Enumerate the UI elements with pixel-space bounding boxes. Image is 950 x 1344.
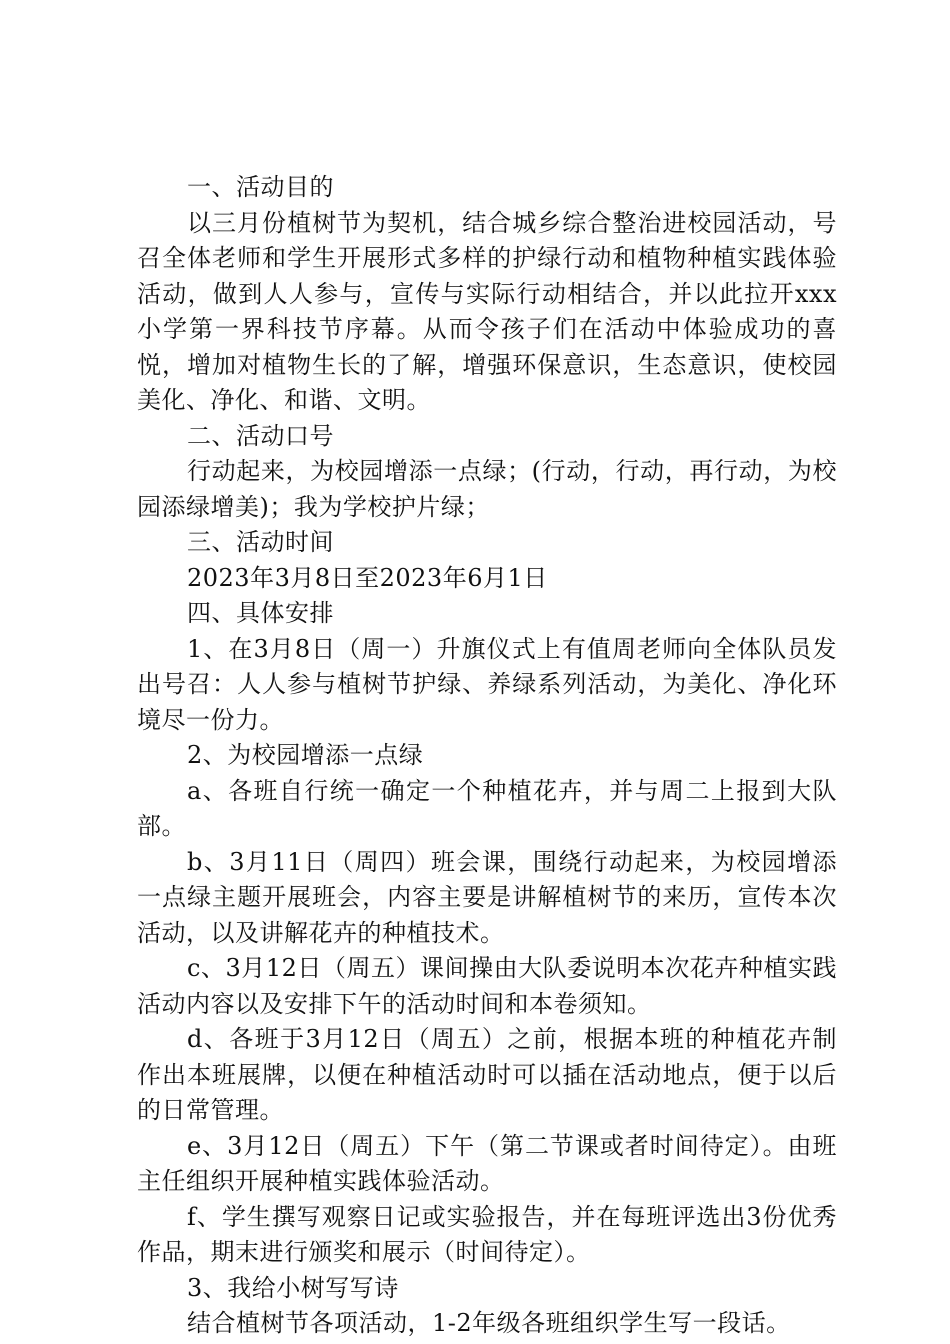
heading-arrangement: 四、具体安排 bbox=[187, 599, 334, 627]
paragraph-time-range: 2023年3月8日至2023年6月1日 bbox=[187, 563, 548, 592]
heading-activity-purpose: 一、活动目的 bbox=[187, 173, 334, 201]
paragraph-slogan-text: 行动起来，为校园增添一点绿；(行动，行动，再行动，为校园添绿增美)；我为学校护片绿； bbox=[137, 457, 837, 521]
paragraph-item-c: c、3月12日（周五）课间操由大队委说明本次花卉种植实践活动内容以及安排下午的活动时间和本卷须知。 bbox=[137, 954, 837, 1018]
heading-activity-time: 三、活动时间 bbox=[187, 528, 334, 556]
paragraph-item-2-heading: 2、为校园增添一点绿 bbox=[187, 741, 424, 769]
paragraph-item-b: b、3月11日（周四）班会课，围绕行动起来，为校园增添一点绿主题开展班会，内容主要是讲解植树节的来历，宣传本次活动，以及讲解花卉的种植技术。 bbox=[137, 847, 837, 947]
paragraph-poem-text: 结合植树节各项活动，1-2年级各班组织学生写一段话。 bbox=[187, 1309, 791, 1337]
document-body bbox=[137, 170, 837, 1342]
heading-activity-slogan: 二、活动口号 bbox=[187, 421, 334, 450]
paragraph-item-a: a、各班自行统一确定一个种植花卉，并与周二上报到大队部。 bbox=[137, 776, 837, 840]
paragraph-item-1: 1、在3月8日（周一）升旗仪式上有值周老师向全体队员发出号召：人人参与植树节护绿、养绿系列活动，为美化、净化环境尽一份力。 bbox=[137, 634, 837, 734]
paragraph-item-e: e、3月12日（周五）下午（第二节课或者时间待定）。由班主任组织开展种植实践体验活动。 bbox=[137, 1131, 837, 1195]
paragraph-item-f: f、学生撰写观察日记或实验报告，并在每班评选出3份优秀作品，期末进行颁奖和展示（时间待定）。 bbox=[137, 1202, 837, 1266]
paragraph-purpose-text: 以三月份植树节为契机，结合城乡综合整治进校园活动，号召全体老师和学生开展形式多样的护绿行动和植物种植实践体验活动，做到人人参与，宣传与实际行动相结合，并以此拉开xxx小学第一界科技节序幕。从而令孩子们在活动中体验成功的喜悦，增加对植物生长的了解，增强环保意识，生态意识，使校园美化、净化、和谐、文明。 bbox=[137, 208, 837, 414]
paragraph-item-d: d、各班于3月12日（周五）之前，根据本班的种植花卉制作出本班展牌，以便在种植活动时可以插在活动地点，便于以后的日常管理。 bbox=[137, 1025, 837, 1124]
paragraph-item-3-heading: 3、我给小树写写诗 bbox=[187, 1273, 399, 1302]
